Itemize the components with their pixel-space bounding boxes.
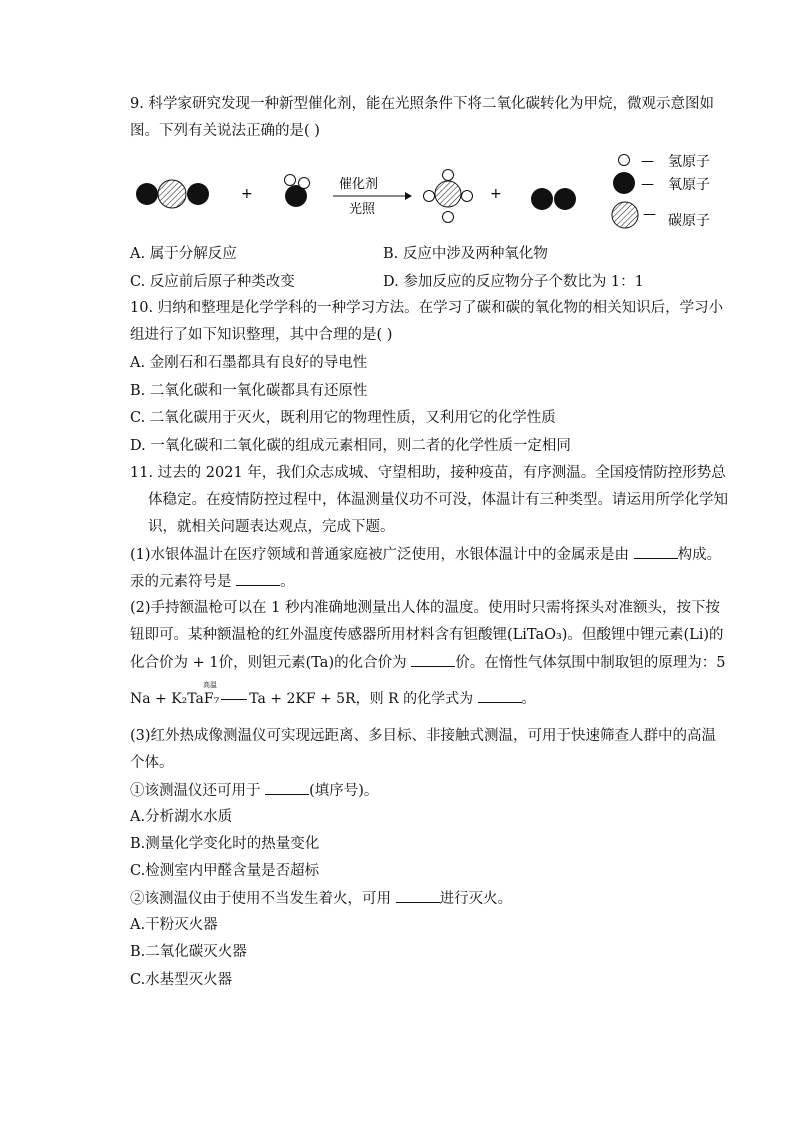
q10-stem-line2: 组进行了如下知识整理，其中合理的是( ) — [130, 327, 393, 343]
q11-sub1-option-b: B.测量化学变化时的热量变化 — [130, 836, 320, 852]
q9-option-c: C. 反应前后原子种类改变 — [130, 274, 295, 290]
q9-stem-line1: 9. 科学家研究发现一种新型催化剂，能在光照条件下将二氧化碳转化为甲烷，微观示意图如 — [130, 96, 714, 112]
q11-reaction-line — [130, 688, 536, 709]
q10-option-c: C. 二氧化碳用于灭火，既利用它的物理性质，又利用它的化学性质 — [130, 410, 556, 426]
q11-intro-line3: 识，就相关问题表达观点，完成下题。 — [148, 519, 395, 535]
reaction-diagram — [125, 145, 725, 235]
q11-part2-line1: (2)手持额温枪可以在 1 秒内准确地测量出人体的温度。使用时只需将探头对准额头，按下按 — [130, 600, 720, 616]
q11-sub2-stem — [130, 888, 512, 909]
answer-blank[interactable] — [634, 544, 678, 559]
q11-part1-text-b: 构成。 — [677, 547, 722, 563]
answer-blank[interactable] — [396, 888, 440, 903]
catalyst-label: 催化剂 — [339, 177, 379, 192]
q9-option-d: D. 参加反应的反应物分子个数比为 1：1 — [383, 274, 644, 290]
q11-part1-text-a: (1)水银体温计在医疗领域和普通家庭被广泛使用，水银体温计中的金属汞是由 — [130, 547, 634, 563]
q11-part2-line2: 钮即可。某种额温枪的红外温度传感器所用材料含有钽酸锂(LiTaO₃)。但酸锂中锂元素(Li)的 — [130, 627, 724, 643]
q11-part1-line1 — [130, 544, 721, 565]
q11-part3-line1: (3)红外热成像测温仪可实现远距离、多目标、非接触式测温，可用于快速筛查人群中的高温 — [130, 728, 717, 744]
q11-sub2-text-b: 进行灭火。 — [439, 891, 513, 907]
h2o-molecule-icon — [285, 175, 310, 208]
legend-carbon-label: 碳原子 — [668, 213, 710, 229]
plus-sign-2: + — [490, 186, 502, 202]
plus-sign-1: + — [241, 186, 253, 202]
legend-oxygen-label: 氧原子 — [668, 177, 710, 193]
legend-dash: — — [641, 154, 654, 169]
q11-intro-line1: 11. 过去的 2021 年，我们众志成城、守望相助，接种疫苗，有序测温。全国疫情防控形势总 — [130, 465, 726, 481]
hydrogen-atom-icon — [619, 155, 630, 166]
q11-part2-line3 — [130, 652, 725, 673]
q10-option-d: D. 一氧化碳和二氧化碳的组成元素相同，则二者的化学性质一定相同 — [130, 438, 571, 454]
legend-hydrogen-label: 氢原子 — [668, 154, 710, 170]
atom-legend — [612, 154, 710, 229]
oxygen-atom-icon — [613, 172, 635, 194]
q9-stem-line2: 图。下列有关说法正确的是( ) — [130, 123, 320, 139]
o2-molecule-icon — [531, 188, 576, 210]
q11-sub2-option-c: C.水基型灭火器 — [130, 972, 233, 988]
answer-blank[interactable] — [478, 688, 522, 703]
q11-sub1-option-a: A.分析湖水水质 — [130, 809, 233, 825]
q11-sub2-option-b: B.二氧化碳灭火器 — [130, 944, 247, 960]
q11-sub1-text-a: ①该测温仪还可用于 — [130, 783, 266, 799]
reaction-condition: 高温 — [203, 681, 217, 689]
q11-intro-line2: 体稳定。在疫情防控过程中，体温测量仪功不可没，体温计有三种类型。请运用所学化学知 — [148, 492, 728, 508]
q11-sub1-text-b: (填序号)。 — [309, 783, 379, 799]
reaction-products: Ta + 2KF + 5R，则 R 的化学式为 — [249, 691, 478, 707]
q11-part2-line3-text-b: 价。在惰性气体氛围中制取钽的原理为：5 — [455, 655, 726, 671]
q11-part3-line2: 个体。 — [130, 755, 174, 771]
q11-sub1-stem — [130, 780, 378, 801]
q11-sub2-option-a: A.干粉灭火器 — [130, 917, 218, 933]
carbon-atom-icon — [612, 202, 638, 228]
q10-option-a: A. 金刚石和石墨都具有良好的导电性 — [130, 355, 368, 371]
q11-part1-line2 — [130, 571, 295, 592]
answer-blank[interactable] — [236, 571, 280, 586]
co2-molecule-icon — [136, 180, 209, 208]
q11-part2-line3-text-a: 化合价为 + 1价，则钽元素(Ta)的化合价为 — [130, 655, 412, 671]
answer-blank[interactable] — [411, 652, 455, 667]
q10-option-b: B. 二氧化碳和一氧化碳都具有还原性 — [130, 383, 368, 399]
q10-stem-line1: 10. 归纳和整理是化学学科的一种学习方法。在学习了碳和碳的氧化物的相关知识后，学习小 — [130, 300, 724, 316]
q11-part1-line2-text-a: 汞的元素符号是 — [130, 574, 237, 590]
ch4-molecule-icon — [424, 170, 473, 223]
reaction-reactants: Na + K₂TaF₇ — [130, 691, 220, 707]
answer-blank[interactable] — [265, 780, 309, 795]
legend-dash: — — [641, 177, 654, 192]
light-label: 光照 — [349, 202, 376, 217]
q11-sub1-option-c: C.检测室内甲醛含量是否超标 — [130, 863, 320, 879]
q11-part1-line2-text-b: 。 — [280, 574, 295, 590]
reaction-end: 。 — [521, 691, 536, 707]
q9-option-b: B. 反应中涉及两种氧化物 — [383, 246, 548, 262]
legend-dash: — — [643, 207, 656, 222]
q11-sub2-text-a: ②该测温仪由于使用不当发生着火，可用 — [130, 891, 396, 907]
reaction-equals-sign — [221, 699, 247, 700]
q9-option-a: A. 属于分解反应 — [130, 246, 237, 262]
